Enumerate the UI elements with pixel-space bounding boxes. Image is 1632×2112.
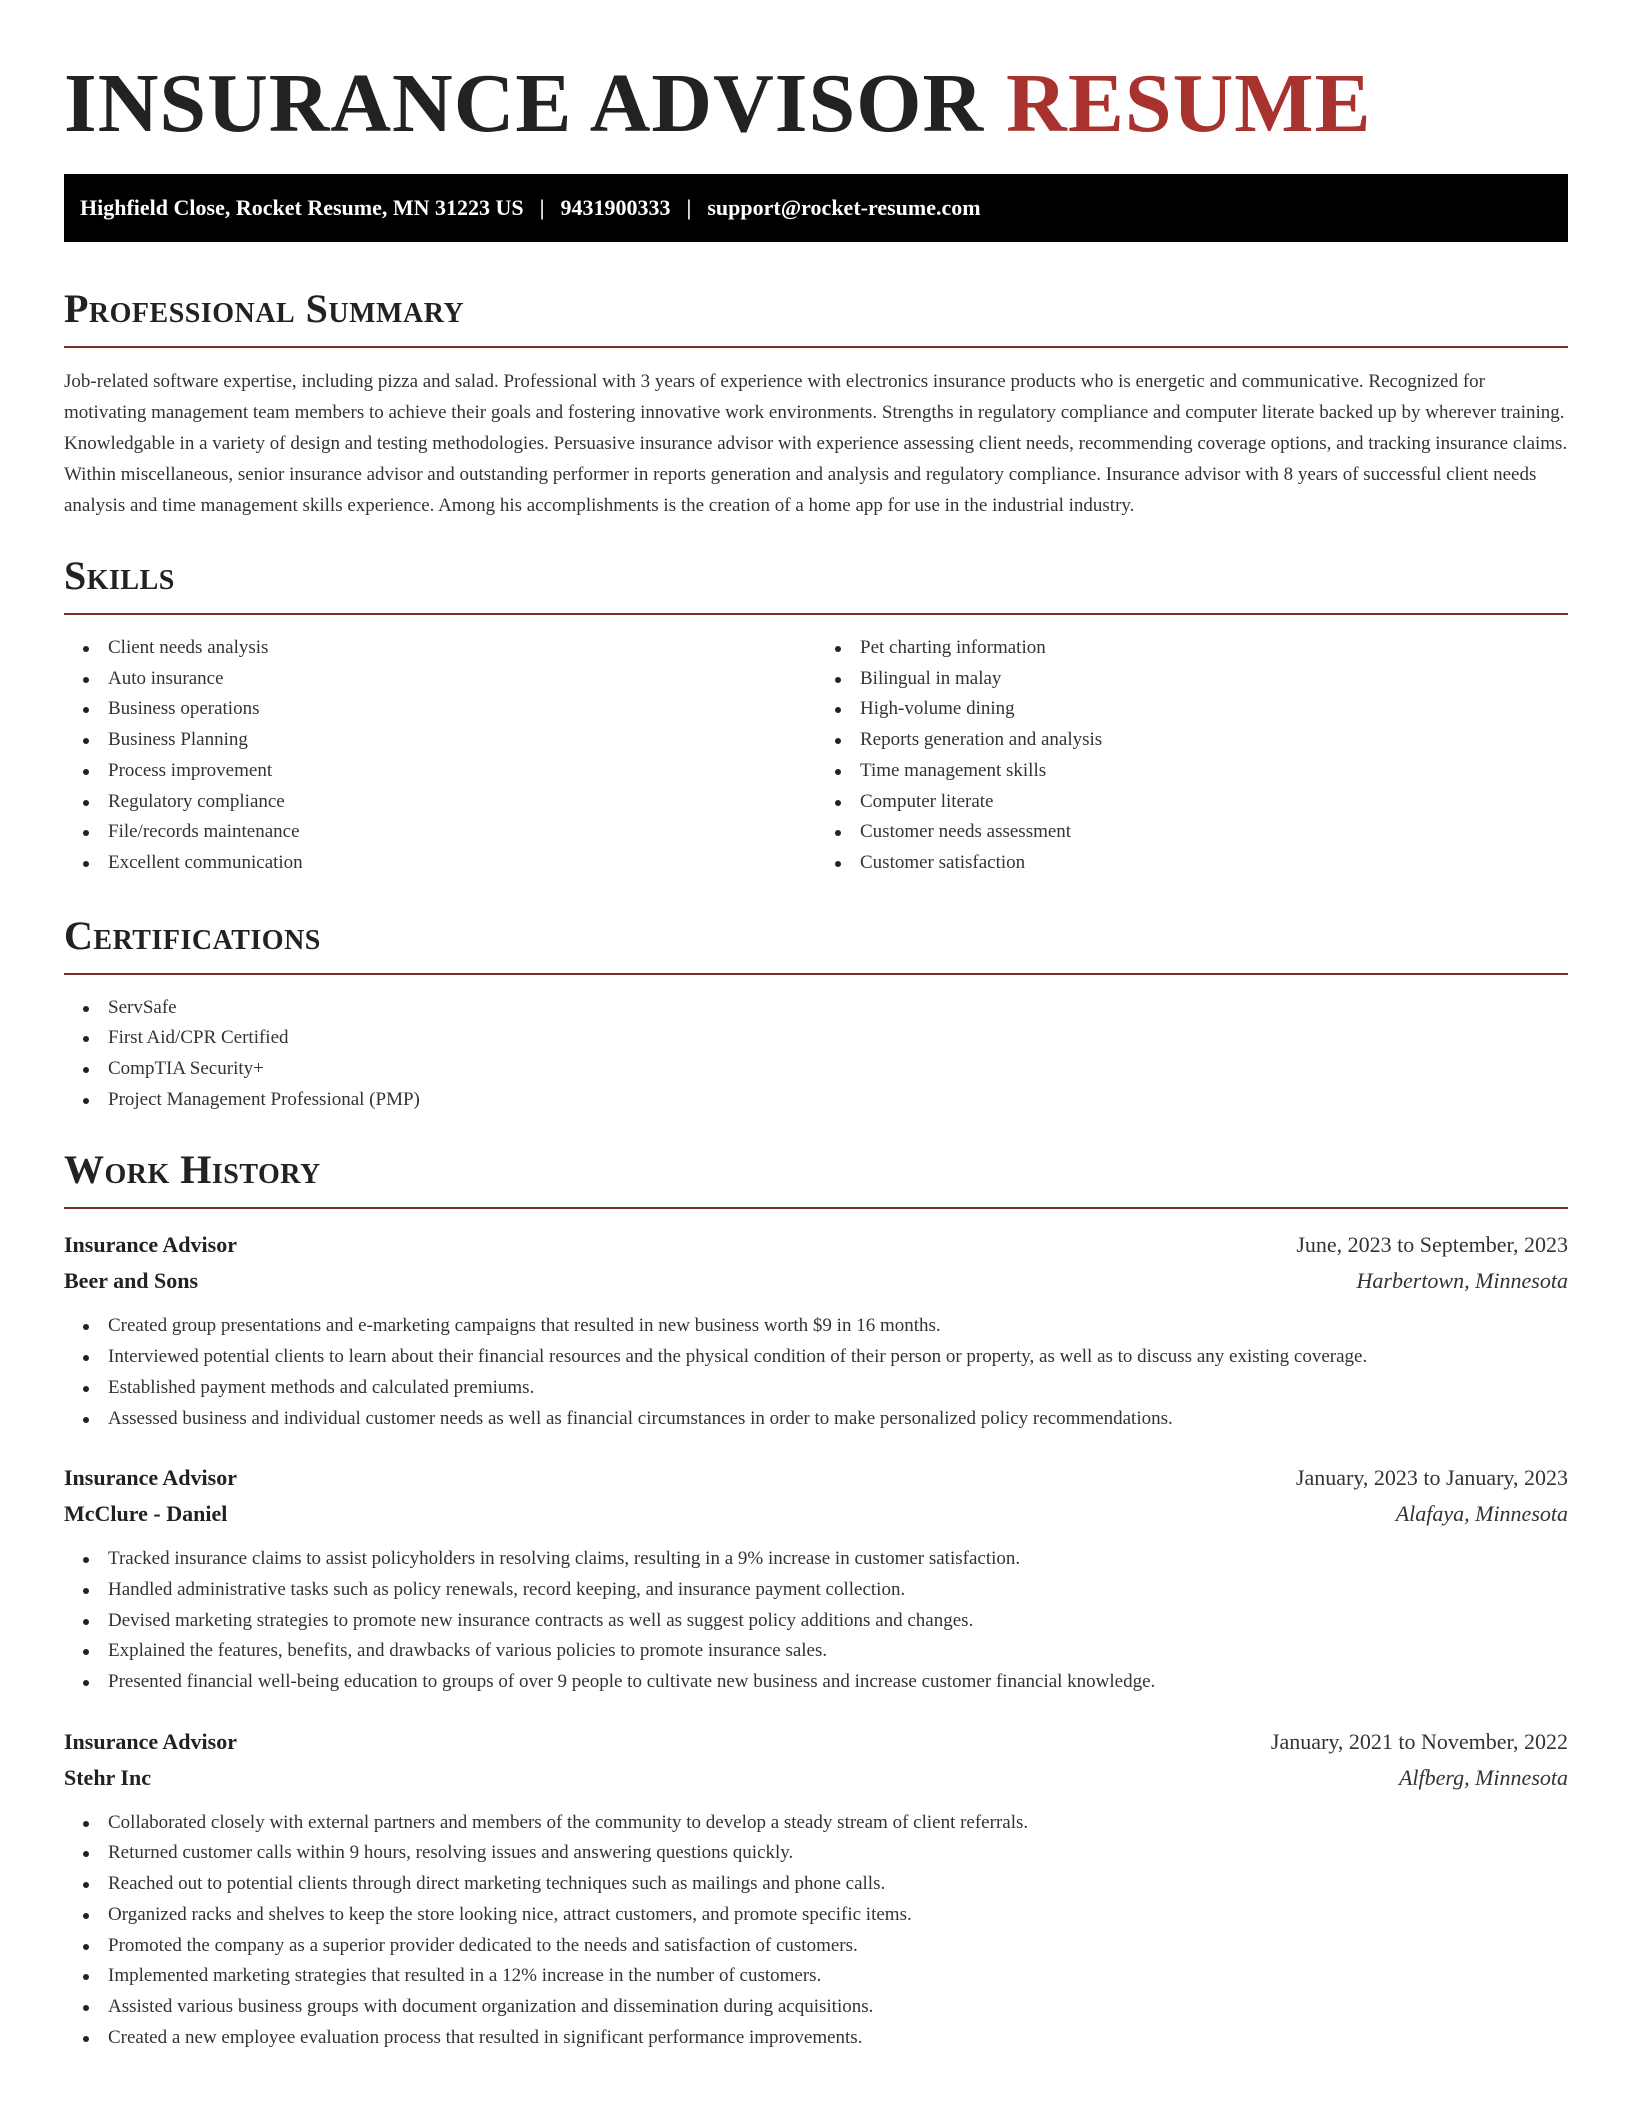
job-location: Harbertown, Minnesota <box>1356 1268 1568 1294</box>
skill-item: Bilingual in malay <box>860 664 1568 695</box>
skill-item: Business Planning <box>108 725 816 756</box>
job-duty-item: Assessed business and individual customer needs as well as financial circumstances in order to make personalized policy recommendations. <box>108 1404 1568 1435</box>
job-header-row <box>64 1724 1568 1760</box>
job-duty-item: Devised marketing strategies to promote new insurance contracts as well as suggest policy additions and changes. <box>108 1606 1568 1637</box>
job-duty-item: Assisted various business groups with document organization and dissemination during acquisitions. <box>108 1992 1568 2023</box>
job-duty-item: Implemented marketing strategies that resulted in a 12% increase in the number of customers. <box>108 1961 1568 1992</box>
resume-title <box>64 0 1568 154</box>
job-header-row <box>64 1460 1568 1496</box>
skills-section <box>64 551 1568 879</box>
job-duty-item: Reached out to potential clients through direct marketing techniques such as mailings and phone calls. <box>108 1869 1568 1900</box>
job-company-row <box>64 1496 1568 1532</box>
skill-item: Customer satisfaction <box>860 848 1568 879</box>
job-company: McClure - Daniel <box>64 1501 228 1527</box>
skill-item: Regulatory compliance <box>108 787 816 818</box>
section-divider <box>64 346 1568 348</box>
skill-item: Client needs analysis <box>108 633 816 664</box>
job-location: Alafaya, Minnesota <box>1395 1501 1568 1527</box>
certification-item: ServSafe <box>108 993 1568 1024</box>
skill-item: File/records maintenance <box>108 817 816 848</box>
certifications-list <box>64 993 1568 1116</box>
certifications-section <box>64 911 1568 1116</box>
job-duty-item: Presented financial well-being education to groups of over 9 people to cultivate new business and increase customer financial knowledge. <box>108 1667 1568 1698</box>
job-duties-list <box>64 1544 1568 1698</box>
job-title: Insurance Advisor <box>64 1232 237 1258</box>
contact-separator: | <box>539 195 545 220</box>
section-divider <box>64 973 1568 975</box>
job-duty-item: Returned customer calls within 9 hours, resolving issues and answering questions quickly. <box>108 1838 1568 1869</box>
job-company-row <box>64 1760 1568 1796</box>
job-entry <box>64 1227 1568 1434</box>
job-duties-list <box>64 1311 1568 1434</box>
skill-item: Customer needs assessment <box>860 817 1568 848</box>
job-duty-item: Promoted the company as a superior provider dedicated to the needs and satisfaction of customers. <box>108 1931 1568 1962</box>
certifications-heading: Certifications <box>64 912 321 958</box>
job-entry <box>64 1460 1568 1698</box>
job-entry <box>64 1724 1568 2054</box>
job-company: Beer and Sons <box>64 1268 199 1294</box>
skill-item: Excellent communication <box>108 848 816 879</box>
skills-grid <box>64 633 1568 879</box>
skill-item: High-volume dining <box>860 694 1568 725</box>
job-dates: January, 2021 to November, 2022 <box>1270 1728 1568 1754</box>
certification-item: First Aid/CPR Certified <box>108 1023 1568 1054</box>
contact-phone: 9431900333 <box>560 195 671 220</box>
work-history-section <box>64 1145 1568 2053</box>
job-duty-item: Handled administrative tasks such as policy renewals, record keeping, and insurance payment collection. <box>108 1575 1568 1606</box>
job-duties-list <box>64 1808 1568 2054</box>
skill-item: Process improvement <box>108 756 816 787</box>
skills-list-left <box>64 633 816 879</box>
job-duty-item: Established payment methods and calculated premiums. <box>108 1373 1568 1404</box>
job-dates: January, 2023 to January, 2023 <box>1295 1465 1568 1491</box>
section-divider <box>64 1207 1568 1209</box>
job-header-row <box>64 1227 1568 1263</box>
job-company-row <box>64 1263 1568 1299</box>
skills-heading: Skills <box>64 553 175 598</box>
section-divider <box>64 613 1568 615</box>
summary-text: Job-related software expertise, including pizza and salad. Professional with 3 years of experience with electronics insurance products who is energetic and communicative. Recognized for motivating management team members to achieve their goals and fostering innovative work environments. Strengths in regulatory compliance and computer literate backed up by wherever training. Knowledgable in a variety of design and testing methodologies. Persuasive insurance advisor with experience assessing client needs, recommending coverage options, and tracking insurance claims. Within miscellaneous, senior insurance advisor and outstanding performer in reports generation and analysis and regulatory compliance. Insurance advisor with 8 years of successful client needs analysis and time management skills experience. Among his accomplishments is the creation of a home app for use in the industrial industry. <box>64 371 1568 516</box>
skill-item: Time management skills <box>860 756 1568 787</box>
certification-item: CompTIA Security+ <box>108 1054 1568 1085</box>
job-duty-item: Collaborated closely with external partners and members of the community to develop a steady stream of client referrals. <box>108 1808 1568 1839</box>
skills-list-right <box>816 633 1568 879</box>
job-duty-item: Interviewed potential clients to learn about their financial resources and the physical condition of their person or property, as well as to discuss any existing coverage. <box>108 1342 1568 1373</box>
summary-heading: Professional Summary <box>64 286 465 331</box>
summary-section <box>64 284 1568 521</box>
job-title: Insurance Advisor <box>64 1728 237 1754</box>
job-location: Alfberg, Minnesota <box>1398 1764 1568 1790</box>
skill-item: Auto insurance <box>108 664 816 695</box>
job-duty-item: Tracked insurance claims to assist policyholders in resolving claims, resulting in a 9% increase in customer satisfaction. <box>108 1544 1568 1575</box>
certification-item: Project Management Professional (PMP) <box>108 1085 1568 1116</box>
skill-item: Pet charting information <box>860 633 1568 664</box>
job-duty-item: Created a new employee evaluation process that resulted in significant performance improvements. <box>108 2023 1568 2054</box>
work-history-heading: Work History <box>64 1147 321 1193</box>
contact-bar <box>64 174 1568 242</box>
skill-item: Reports generation and analysis <box>860 725 1568 756</box>
skill-item: Business operations <box>108 694 816 725</box>
title-main: INSURANCE ADVISOR <box>64 57 985 150</box>
job-title: Insurance Advisor <box>64 1465 237 1491</box>
job-duty-item: Explained the features, benefits, and drawbacks of various policies to promote insurance sales. <box>108 1636 1568 1667</box>
skill-item: Computer literate <box>860 787 1568 818</box>
contact-email: support@rocket-resume.com <box>707 195 981 220</box>
contact-separator: | <box>686 195 692 220</box>
job-duty-item: Organized racks and shelves to keep the store looking nice, attract customers, and promote specific items. <box>108 1900 1568 1931</box>
job-duty-item: Created group presentations and e-marketing campaigns that resulted in new business worth $9 in 16 months. <box>108 1311 1568 1342</box>
title-accent: RESUME <box>1006 57 1372 150</box>
job-company: Stehr Inc <box>64 1764 151 1790</box>
contact-address: Highfield Close, Rocket Resume, MN 31223 US <box>80 195 524 220</box>
job-dates: June, 2023 to September, 2023 <box>1296 1232 1568 1258</box>
